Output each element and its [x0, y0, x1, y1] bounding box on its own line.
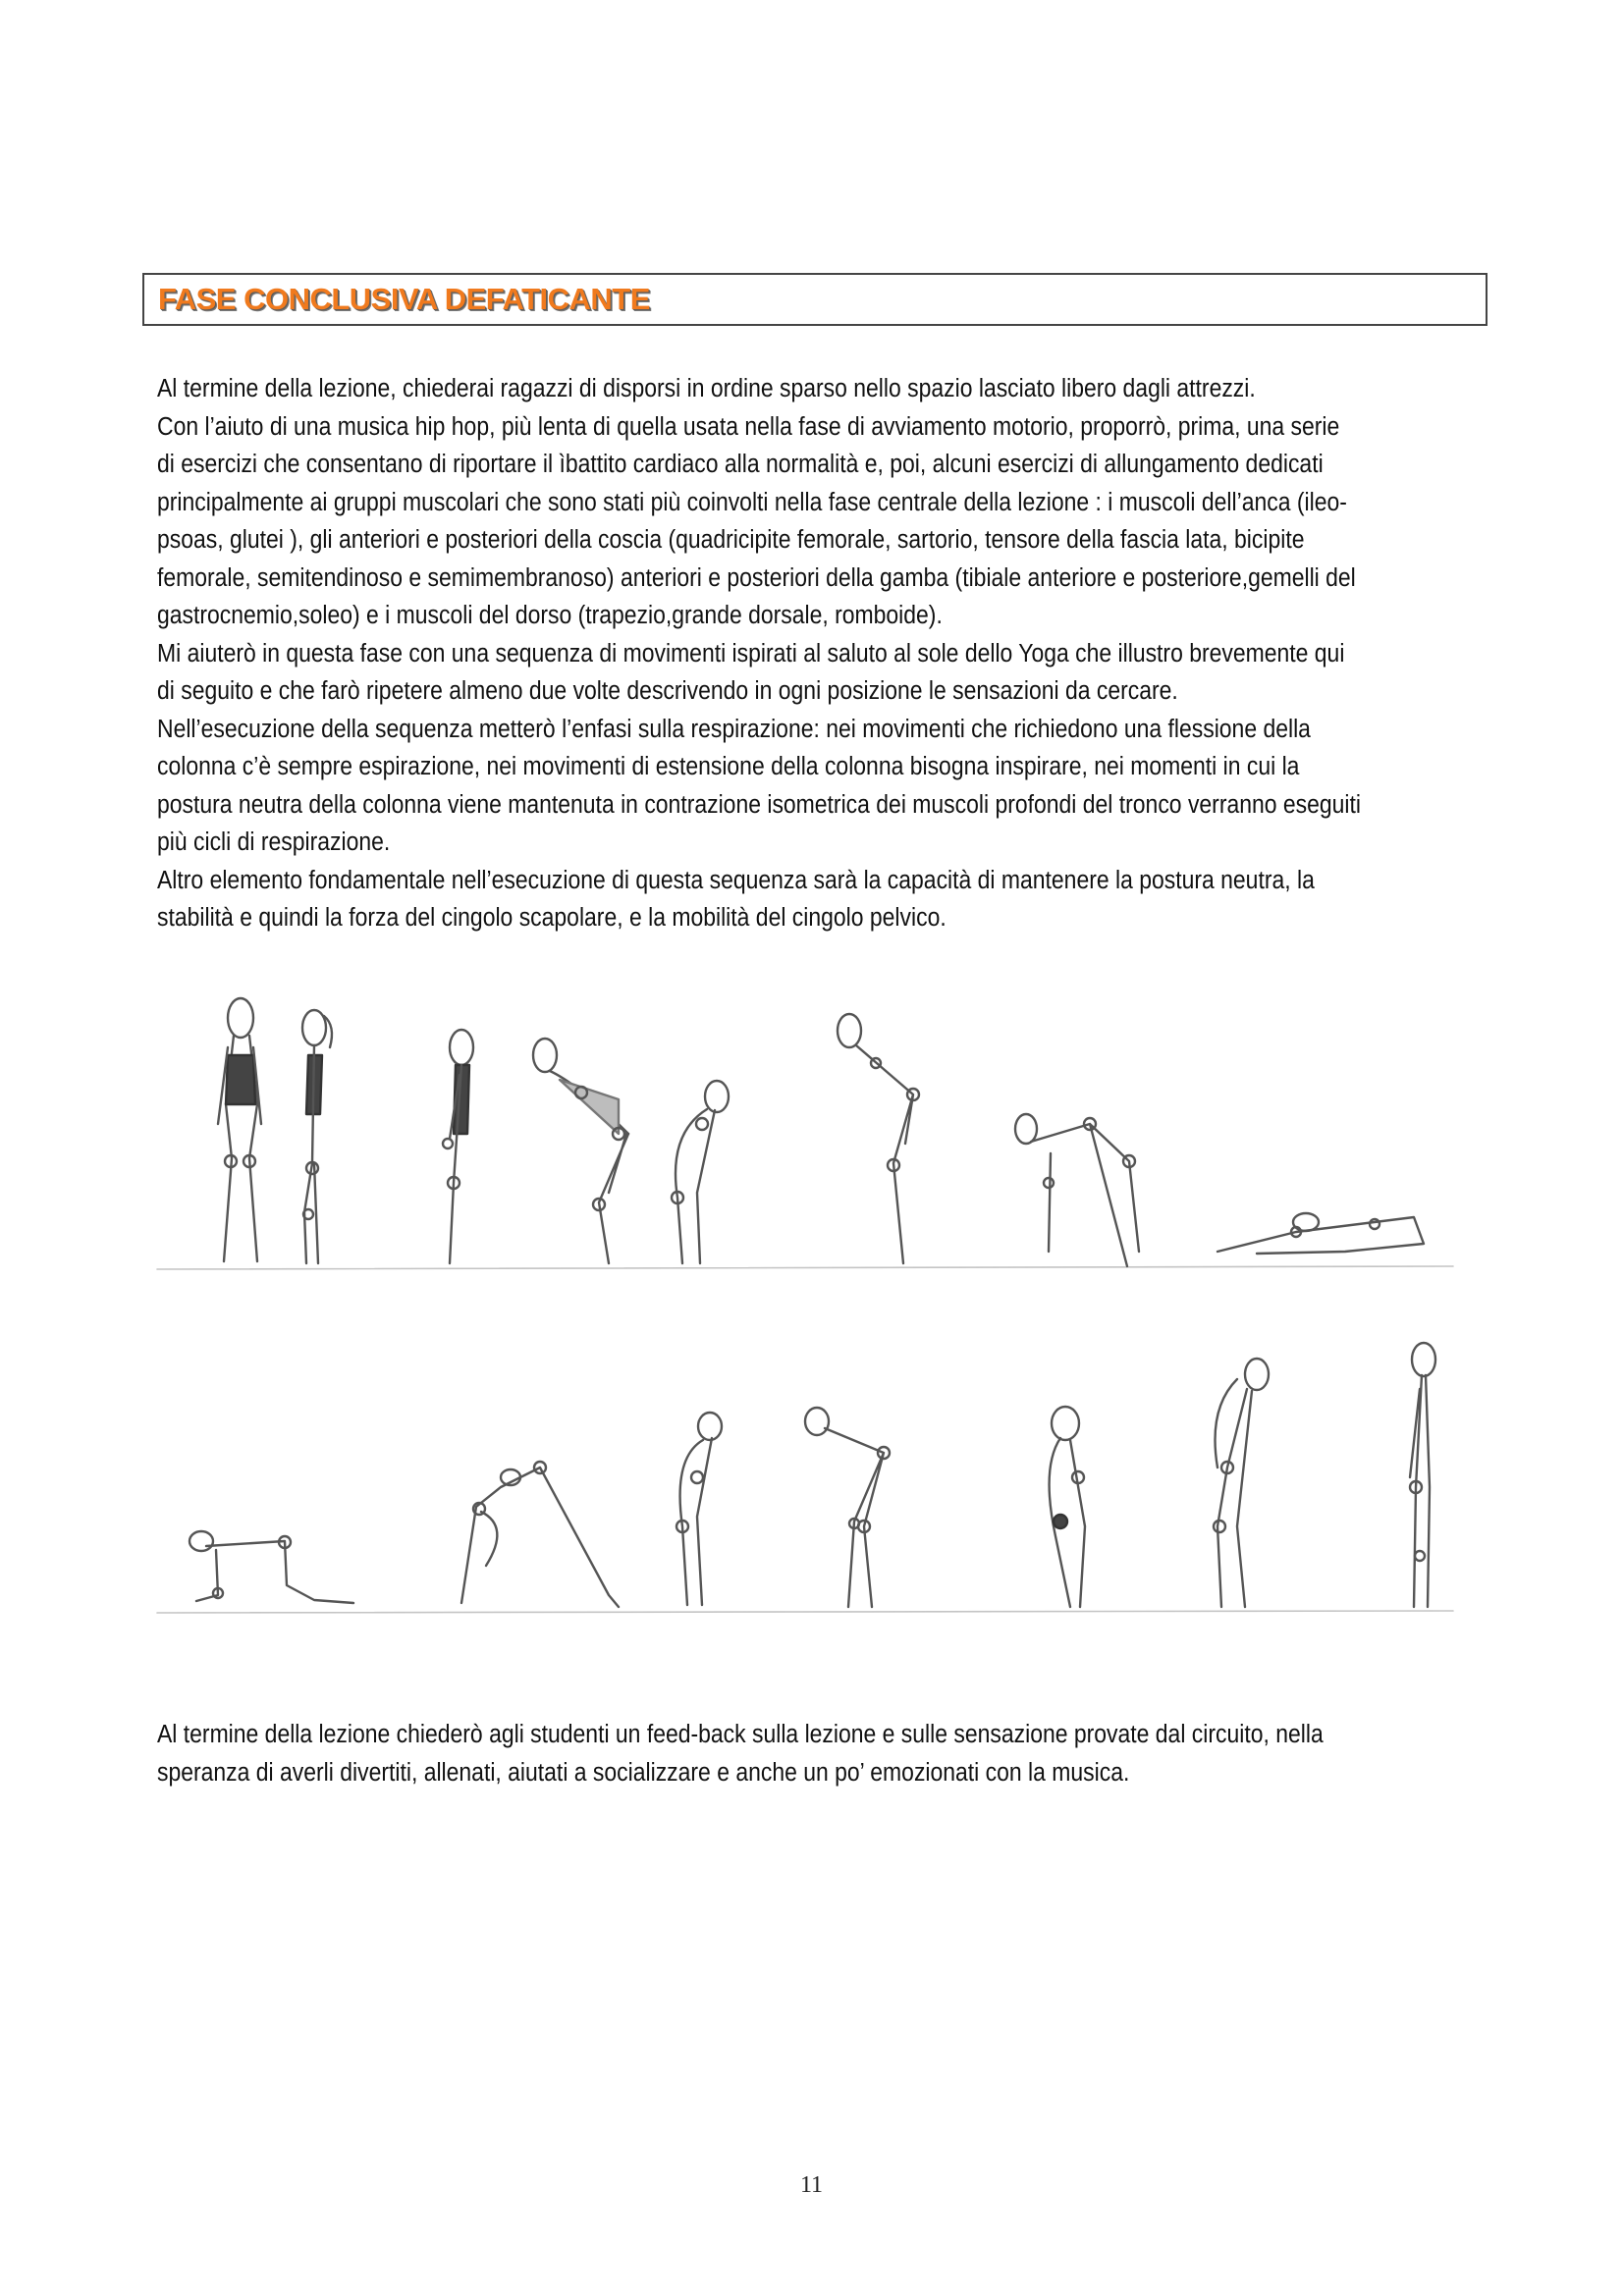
figure-downward-dog — [461, 1462, 619, 1607]
text-line: postura neutra della colonna viene mantenuta in contrazione isometrica dei muscoli profondi del tronco verranno eseguiti — [157, 790, 1362, 819]
text-line: Mi aiuterò in questa fase con una sequenza di movimenti ispirati al saluto al sole dello Yoga che illustro brevemente qui — [157, 639, 1345, 667]
figure-forward-bend-return — [676, 1413, 722, 1605]
text-line: di seguito e che farò ripetere almeno due volte descrivendo in ogni posizione le sensazioni da cercare. — [157, 677, 1178, 705]
text-line: femorale, semitendinoso e semimembranoso) anteriori e posteriori della gamba (tibiale anteriore e posteriore,gemelli del — [157, 563, 1356, 592]
text-line: Con l’aiuto di una musica hip hop, più lenta di quella usata nella fase di avviamento motorio, proporrò, prima, una serie — [157, 412, 1340, 441]
text-line: Al termine della lezione, chiederai ragazzi di disporsi in ordine sparso nello spazio lasciato libero dagli attrezzi. — [157, 375, 1256, 402]
main-paragraph — [157, 370, 1362, 937]
sun-salutation-sketch-row-2 — [147, 1330, 1492, 1625]
figure-half-lift — [838, 1014, 919, 1263]
text-line: speranza di averli divertiti, allenati, aiutati a socializzare e anche un po’ emozionati con la musica. — [157, 1758, 1130, 1787]
page-number: 11 — [799, 2172, 824, 2198]
sun-salutation-sketch-row-1 — [147, 987, 1492, 1281]
sketch-row-1-drawing — [147, 987, 1492, 1281]
text-line: Altro elemento fondamentale nell’esecuzione di questa sequenza sarà la capacità di mantenere la postura neutra, la — [157, 866, 1315, 894]
figure-forward-bend-start — [533, 1039, 628, 1263]
sketch-row-2-drawing — [147, 1330, 1492, 1625]
text-line: Nell’esecuzione della sequenza metterò l’enfasi sulla respirazione: nei movimenti che richiedono una flessione della — [157, 715, 1311, 743]
text-line: di esercizi che consentano di riportare il ìbattito cardiaco alla normalità e, poi, alcuni esercizi di allungamento dedicati — [157, 451, 1324, 478]
figure-standing-arms-up — [1214, 1359, 1269, 1607]
figure-deep-forward-bend — [672, 1081, 729, 1263]
figure-standing-profile — [302, 1010, 332, 1263]
text-line: principalmente ai gruppi muscolari che sono stati più coinvolti nella fase centrale della lezione : i muscoli dell’anca (ileo- — [157, 488, 1347, 516]
figure-kneeling — [189, 1531, 353, 1603]
text-line: gastrocnemio,soleo) e i muscoli del dorso (trapezio,grande dorsale, romboide). — [157, 602, 943, 629]
section-title: FASE CONCLUSIVA DEFATICANTE — [158, 282, 650, 316]
figure-rolling-up — [1050, 1407, 1085, 1607]
figure-standing-final — [1410, 1343, 1435, 1607]
figure-lunge — [1015, 1114, 1139, 1266]
figure-standing-arms-down — [443, 1030, 473, 1263]
text-line: psoas, glutei ), gli anteriori e posteriori della coscia (quadricipite femorale, sartorio, tensore della fascia lata, bicipite — [157, 526, 1305, 554]
text-line: colonna c’è sempre espirazione, nei movimenti di estensione della colonna bisogna inspirare, nei momenti in cui la — [157, 753, 1300, 780]
figure-standing-front — [218, 998, 261, 1261]
figure-plank — [1217, 1213, 1424, 1254]
text-line: stabilità e quindi la forza del cingolo scapolare, e la mobilità del cingolo pelvico. — [157, 904, 947, 932]
text-line: più cicli di respirazione. — [157, 828, 391, 856]
figure-half-lift-return — [805, 1408, 890, 1607]
closing-paragraph — [157, 1716, 1355, 1791]
section-header-box — [142, 273, 1488, 326]
text-line: Al termine della lezione chiederò agli studenti un feed-back sulla lezione e sulle sensazione provate dal circuito, nella — [157, 1721, 1324, 1748]
